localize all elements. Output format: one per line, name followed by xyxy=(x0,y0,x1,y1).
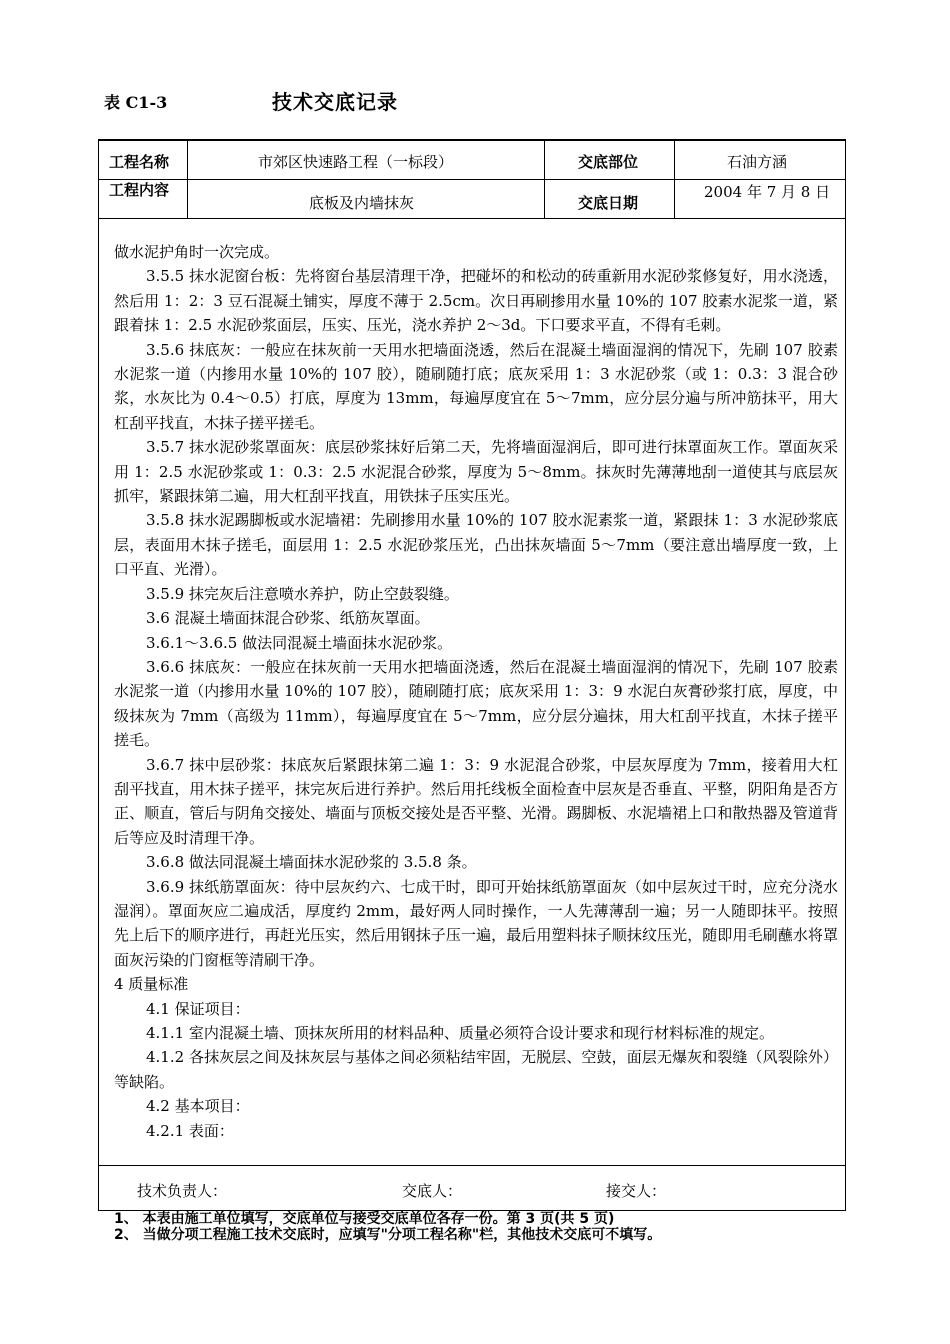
paragraph: 3.5.8 抹水泥踢脚板或水泥墙裙：先刷掺用水量 10%的 107 胶水泥素浆一道，紧跟抹 1：3 水泥砂浆底层，表面用木抹子搓毛，面层用 1：2.5 水泥砂浆压光，凸出抹灰墙面 5～7mm（要注意出墙厚度一致，上口平直、光滑）。 xyxy=(114,511,838,579)
paragraph: 3.5.9 抹完灰后注意喷水养护，防止空鼓裂缝。 xyxy=(146,584,459,603)
footnote-1: 1、 本表由施工单位填写，交底单位与接受交底单位各存一份。第 3 页(共 5 页) xyxy=(114,1211,615,1227)
paragraph: 3.6.8 做法同混凝土墙面抹水泥砂浆的 3.5.8 条。 xyxy=(146,853,477,872)
paragraph: 3.5.7 抹水泥砂浆罩面灰：底层砂浆抹好后第二天，先将墙面湿润后，即可进行抹罩面灰工作。罩面灰采用 1：2.5 水泥砂浆或 1：0.3：2.5 水泥混合砂浆，厚度为 5～8mm。抹灰时先薄薄地刮一道使其与底层灰抓牢，紧跟抹第二遍，用大杠刮平找直，用铁抹子压实压光。 xyxy=(114,438,838,506)
project-name-label: 工程名称 xyxy=(109,153,170,171)
header-info-table xyxy=(98,139,846,219)
location-label: 交底部位 xyxy=(578,153,639,171)
paragraph: 4.2.1 表面： xyxy=(146,1121,234,1140)
paragraph: 做水泥护角时一次完成。 xyxy=(114,243,280,261)
paragraph: 4.2 基本项目： xyxy=(146,1097,250,1116)
footnotes xyxy=(114,1211,661,1243)
paragraph: 3.6.9 抹纸筋罩面灰：待中层灰约六、七成干时，即可开始抹纸筋罩面灰（如中层灰过干时，应充分浇水湿润）。罩面灰应二遍成活，厚度约 2mm，最好两人同时操作，一人先薄薄刮一遍；另一人随即抹平。按照先上后下的顺序进行，再赶光压实，然后用钢抹子压一遍，最后用塑料抹子顺抹纹压光，随即用毛刷蘸水将罩面灰污染的门窗框等清刷干净。 xyxy=(114,877,838,969)
paragraph: 3.6 混凝土墙面抹混合砂浆、纸筋灰罩面。 xyxy=(146,609,430,628)
footnote-2: 2、 当做分项工程施工技术交底时，应填写"分项工程名称"栏，其他技术交底可不填写。 xyxy=(114,1227,662,1243)
content-label: 工程内容 xyxy=(109,181,170,199)
paragraph: 3.5.5 抹水泥窗台板：先将窗台基层清理干净，把碰坏的和松动的砖重新用水泥砂浆修复好，用水浇透，然后用 1：2：3 豆石混凝土铺实，厚度不薄于 2.5cm。次日再刷掺用水量 10%的 107 胶素水泥浆一道，紧跟着抹 1：2.5 水泥砂浆面层，压实、压光，浇水养护 2～3d。下口要求平直，不得有毛刺。 xyxy=(114,267,838,335)
document-title: 技术交底记录 xyxy=(272,90,398,114)
paragraph: 4.1.1 室内混凝土墙、顶抹灰所用的材料品种、质量必须符合设计要求和现行材料标准的规定。 xyxy=(146,1024,774,1042)
tech-lead-signature: 技术负责人： xyxy=(137,1182,228,1200)
paragraph: 4.1 保证项目： xyxy=(146,999,250,1018)
paragraph: 3.5.6 抹底灰：一般应在抹灰前一天用水把墙面浇透，然后在混凝土墙面湿润的情况下，先刷 107 胶素水泥浆一道（内掺用水量 10%的 107 胶），随刷随打底；底灰采用 1：3 水泥砂浆（或 1：0.3：3 混合砂浆，水灰比为 0.4～0.5）打底，厚度为 13mm，每遍厚度宜在 5～7mm，应分层分遍与所冲筋抹平，用大杠刮平找直，木抹子搓平搓毛。 xyxy=(114,340,838,432)
date-value: 2004 年 7 月 8 日 xyxy=(704,183,831,201)
date-label: 交底日期 xyxy=(578,194,639,212)
paragraph: 3.6.7 抹中层砂浆：抹底灰后紧跟抹第二遍 1：3：9 水泥混合砂浆，中层灰厚度为 7mm，接着用大杠刮平找直，用木抹子搓平，抹完灰后进行养护。然后用托线板全面检查中层灰是否垂直、平整，阴阳角是否方正、顺直，管后与阴角交接处、墙面与顶板交接处是否平整、光滑。踢脚板、水泥墙裙上口和散热器及管道背后等应及时清理干净。 xyxy=(114,755,838,847)
paragraph: 3.6.6 抹底灰：一般应在抹灰前一天用水把墙面浇透，然后在混凝土墙面湿润的情况下，先刷 107 胶素水泥浆一道（内掺用水量 10%的 107 胶），随刷随打底；底灰采用 1：3：9 水泥白灰膏砂浆打底，厚度，中级抹灰为 7mm（高级为 11mm），每遍厚度宜在 5～7mm，应分层分遍抹，用大杠刮平找直，木抹子搓平搓毛。 xyxy=(114,657,838,750)
discloser-signature: 交底人： xyxy=(402,1182,463,1200)
section-heading: 4 质量标准 xyxy=(114,975,189,994)
content-value: 底板及内墙抹灰 xyxy=(309,194,415,212)
receiver-signature: 接交人： xyxy=(606,1182,667,1200)
form-code: 表 C1-3 xyxy=(104,93,168,112)
project-name-value: 市郊区快速路工程（一标段） xyxy=(258,153,454,171)
disclosure-content xyxy=(114,240,838,1143)
paragraph: 3.6.1～3.6.5 做法同混凝土墙面抹水泥砂浆。 xyxy=(146,633,453,652)
signature-row xyxy=(98,1165,846,1211)
paragraph: 4.1.2 各抹灰层之间及抹灰层与基体之间必须粘结牢固，无脱层、空鼓，面层无爆灰和裂缝（风裂除外）等缺陷。 xyxy=(114,1048,838,1091)
location-value: 石油方涵 xyxy=(727,153,788,171)
